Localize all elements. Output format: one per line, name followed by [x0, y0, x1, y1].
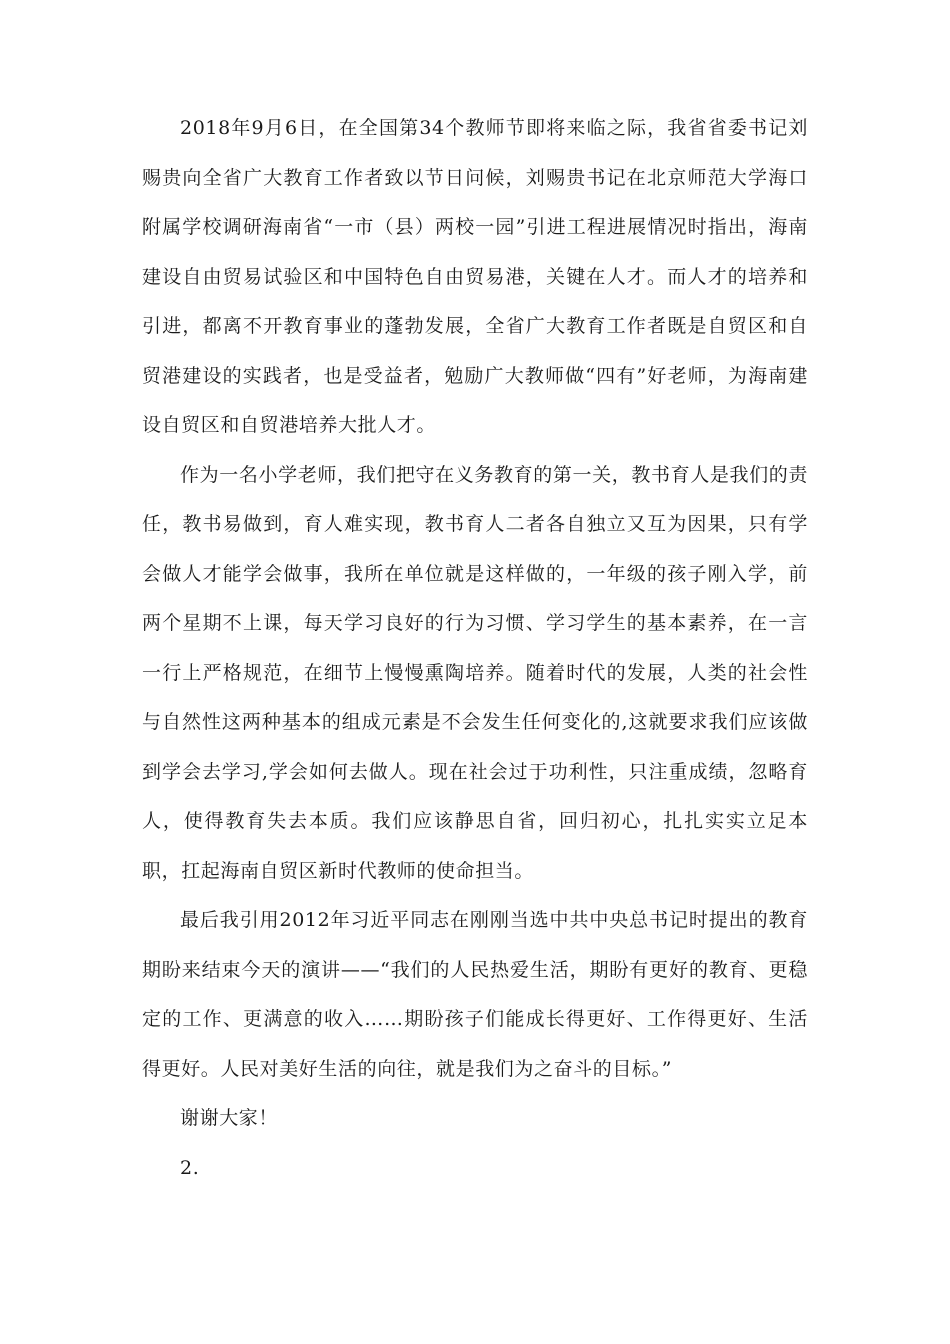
paragraph-teacher-role: 作为一名小学老师，我们把守在义务教育的第一关，教书育人是我们的责任，教书易做到，育人难实现，教书育人二者各自独立又互为因果，只有学会做人才能学会做事，我所在单位就是这样做的，一年级的孩子刚入学，前两个星期不上课，每天学习良好的行为习惯、学习学生的基本素养，在一言一行上严格规范，在细节上慢慢熏陶培养。随着时代的发展，人类的社会性与自然性这两种基本的组成元素是不会发生任何变化的,这就要求我们应该做到学会去学习,学会如何去做人。现在社会过于功利性，只注重成绩，忽略育人，使得教育失去本质。我们应该静思自省，回归初心，扎扎实实立足本职，扛起海南自贸区新时代教师的使命担当。 [142, 463, 808, 882]
paragraph-thanks: 谢谢大家！ [180, 1107, 279, 1129]
section-number: 2. [180, 1156, 200, 1179]
paragraph-education-greeting: 2018年9月6日，在全国第34个教师节即将来临之际，我省省委书记刘赐贵向全省广大教育工作者致以节日问候，刘赐贵书记在北京师范大学海口附属学校调研海南省“一市（县）两校一园”引进工程进展情况时指出，海南建设自由贸易试验区和中国特色自由贸易港，关键在人才。而人才的培养和引进，都离不开教育事业的蓬勃发展，全省广大教育工作者既是自贸区和自贸港建设的实践者，也是受益者，勉励广大教师做“四有”好老师，为海南建设自贸区和自贸港培养大批人才。 [142, 117, 808, 436]
paragraph-closing-quote: 最后我引用2012年习近平同志在刚刚当选中共中央总书记时提出的教育期盼来结束今天的演讲——“我们的人民热爱生活，期盼有更好的教育、更稳定的工作、更满意的收入……期盼孩子们能成长得更好、工作得更好、生活得更好。人民对美好生活的向往，就是我们为之奋斗的目标。” [142, 909, 808, 1080]
document-body [142, 104, 808, 1193]
